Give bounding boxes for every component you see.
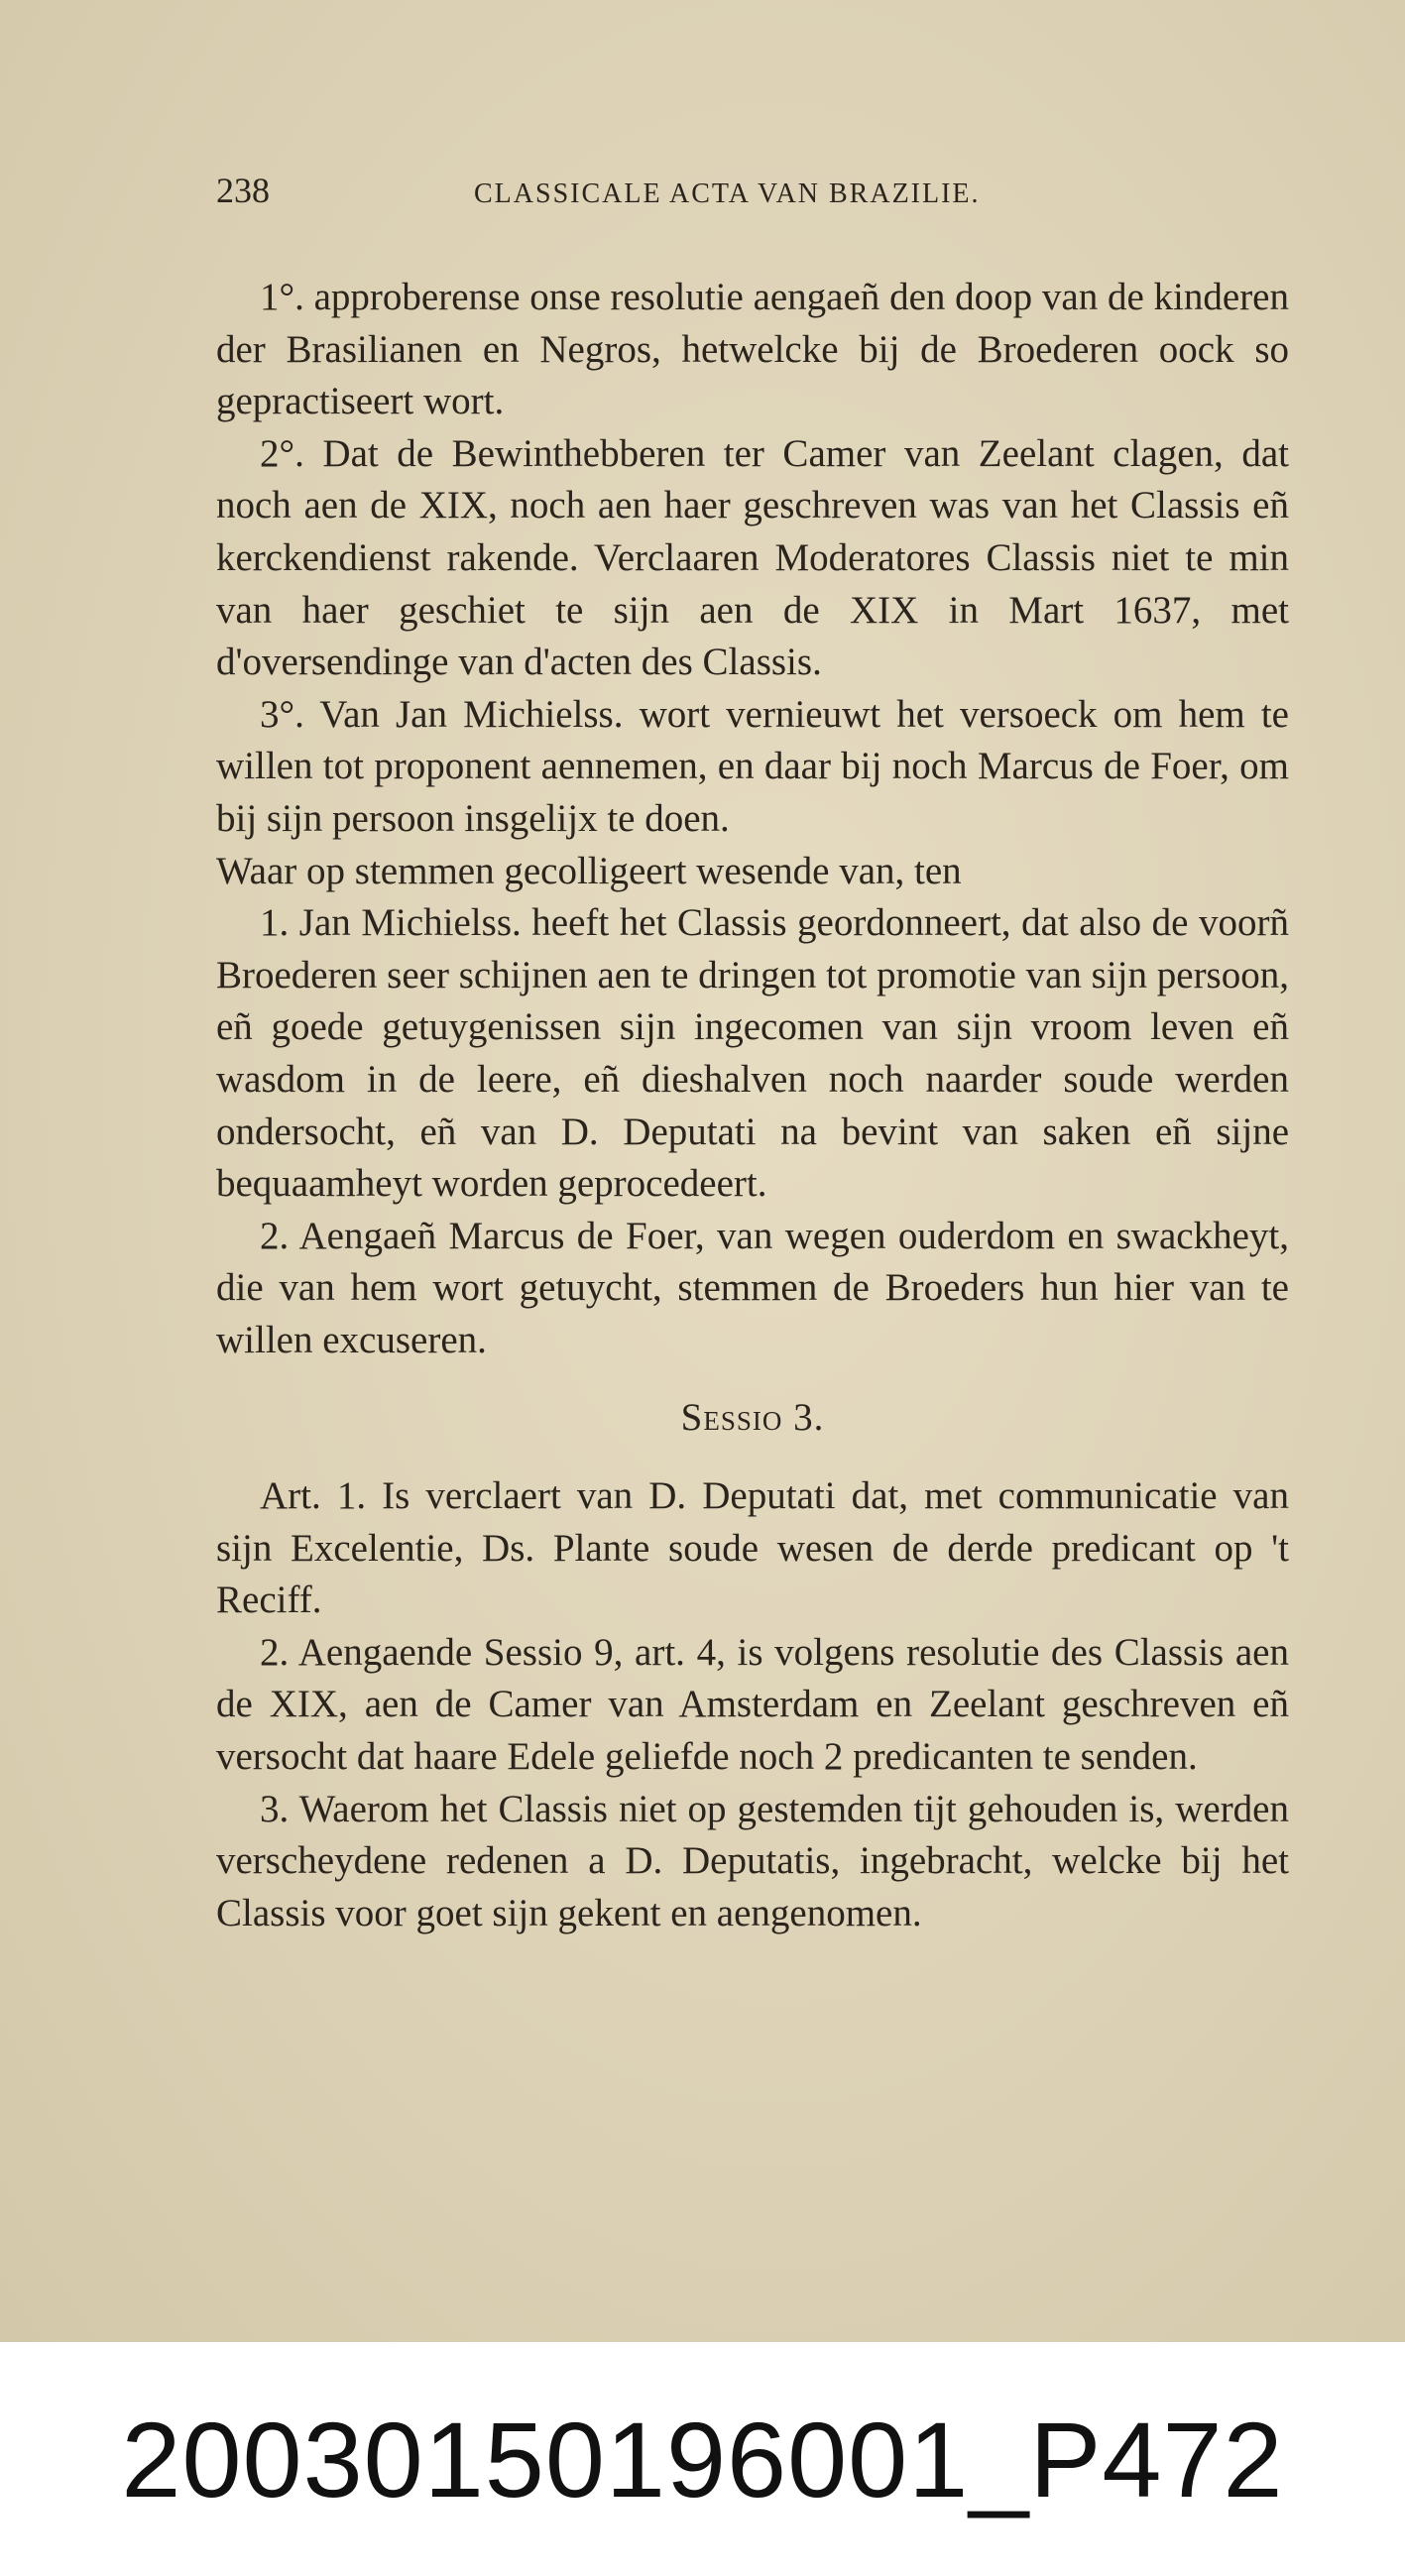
paragraph-1: 1°. approberense onse resolutie aengaeñ den doop van de kinderen der Brasilianen en Negros, hetwelcke bij de Broederen oock so gepractiseert wort. bbox=[216, 276, 1289, 423]
paragraph-4: Waar op stemmen gecolligeert wesende van, ten bbox=[216, 849, 962, 892]
paragraph-2: 2°. Dat de Bewinthebberen ter Camer van Zeelant clagen, dat noch aen de XIX, noch aen haer geschreven was van het Classis eñ kerckendienst rakende. Verclaaren Moderatores Classis niet te min van haer geschiet te sijn aen de XIX in Mart 1637, met d'oversendinge van d'acten des Classis. bbox=[216, 431, 1289, 684]
paragraph-8: 2. Aengaende Sessio 9, art. 4, is volgens resolutie des Classis aen de XIX, aen de Camer van Amsterdam en Zeelant geschreven eñ versocht dat haare Edele geliefde noch 2 predicanten te senden. bbox=[216, 1630, 1289, 1779]
scan-identifier-label: 20030150196001_P472 bbox=[121, 2399, 1284, 2519]
section-heading: Sessio 3. bbox=[680, 1396, 825, 1440]
page-number: 238 bbox=[216, 171, 270, 210]
paragraph-7: Art. 1. Is verclaert van D. Deputati dat, met communicatie van sijn Excelentie, Ds. Plante soude wesen de derde predicant op 't Reciff. bbox=[216, 1474, 1289, 1622]
running-head bbox=[216, 165, 1289, 220]
paragraph-5: 1. Jan Michielss. heeft het Classis geordonneert, dat also de voorñ Broederen seer schijnen aen te dringen tot promotie van sijn persoon, eñ goede getuygenissen sijn ingecomen van sijn vroom leven eñ wasdom in de leere, eñ dieshalven noch naarder soude werden ondersocht, eñ van D. Deputati na bevint van saken eñ sijne bequaamheyt worden geprocedeert. bbox=[216, 901, 1289, 1206]
running-title: CLASSICALE ACTA VAN BRAZILIE. bbox=[474, 178, 981, 209]
paragraph-9: 3. Waerom het Classis niet op gestemden tijt gehouden is, werden verscheydene redenen a D. Deputatis, ingebracht, welcke bij het Classis voor goet sijn gekent en aengenomen. bbox=[216, 1787, 1289, 1934]
paragraph-3: 3°. Van Jan Michielss. wort vernieuwt het versoeck om hem te willen tot proponent aennemen, en daar bij noch Marcus de Foer, om bij sijn persoon insgelijx te doen. bbox=[216, 692, 1289, 840]
paragraph-6: 2. Aengaeñ Marcus de Foer, van wegen ouderdom en swackheyt, die van hem wort getuycht, stemmen de Broeders hun hier van te willen excuseren. bbox=[216, 1214, 1289, 1361]
page-body bbox=[216, 165, 1289, 1939]
